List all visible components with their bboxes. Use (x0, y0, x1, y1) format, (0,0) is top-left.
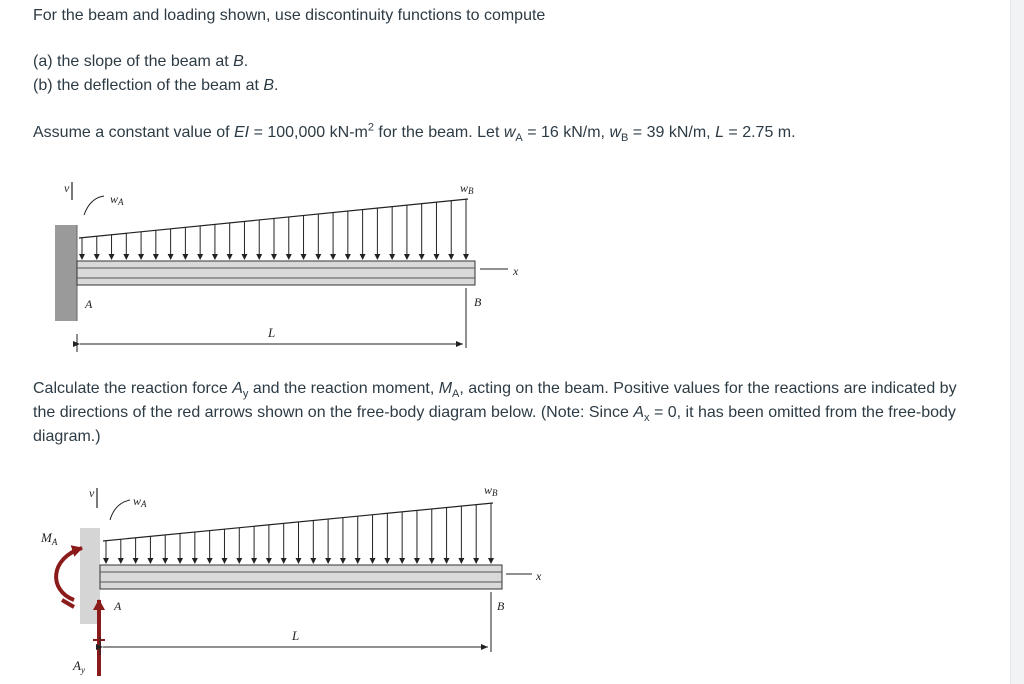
load-arrow-head (301, 254, 307, 260)
load-arrow-head (207, 558, 213, 564)
load-arrow-head (433, 254, 439, 260)
load-arrow-head (212, 254, 218, 260)
load-arrow-head (296, 558, 302, 564)
point-b-label: B (474, 295, 482, 309)
fbd-Ay-label: $A_y$ (73, 658, 85, 675)
beam (77, 261, 475, 285)
part-b: (b) the deflection of the beam at B. (33, 77, 279, 94)
distributed-load-arrows (79, 200, 469, 261)
load-arrow-head (488, 558, 494, 564)
load-arrow-head (94, 254, 100, 260)
load-arrow-head (281, 558, 287, 564)
load-arrow-head (330, 254, 336, 260)
load-arrow-head (473, 558, 479, 564)
load-arrow-head (419, 254, 425, 260)
load-arrow-head (404, 254, 410, 260)
load-arrow-head (374, 254, 380, 260)
load-arrow-head (414, 558, 420, 564)
load-arrow-head (444, 558, 450, 564)
fbd-x-axis-label: x (536, 569, 542, 583)
load-arrow-head (360, 254, 366, 260)
load-arrow-head (370, 558, 376, 564)
load-arrow-head (325, 558, 331, 564)
x-axis-label: x (513, 264, 519, 278)
fbd-v-axis-label: v (89, 486, 95, 500)
load-arrow-head (271, 254, 277, 260)
load-arrow-head (429, 558, 435, 564)
load-arrow-head (355, 558, 361, 564)
load-arrow-head (340, 558, 346, 564)
load-arrow-head (197, 254, 203, 260)
load-arrow-head (458, 558, 464, 564)
fbd-point-b-label: B (497, 599, 505, 613)
load-arrow-head (463, 254, 469, 260)
load-arrow-head (118, 558, 124, 564)
fbd-distributed-load-arrows (103, 504, 494, 565)
load-arrow-head (123, 254, 129, 260)
fbd-wA-label: wA (133, 494, 147, 509)
load-arrow-head (310, 558, 316, 564)
load-arrow-head (103, 558, 109, 564)
load-arrow-head (315, 254, 321, 260)
right-scroll-gutter (1010, 0, 1024, 684)
fbd-beam (100, 565, 502, 589)
load-arrow-head (168, 254, 174, 260)
fbd-MA-label: $M_A$ (41, 530, 58, 547)
load-arrow-head (266, 558, 272, 564)
load-arrow-head (109, 254, 115, 260)
load-arrow-head (448, 254, 454, 260)
assumptions: Assume a constant value of EI = 100,000 $kN-m^2$ for the beam. Let $w_A = 16$ kN/m, $w_B = 39$ kN/m, L = 2.75 m. (33, 121, 796, 145)
load-arrow-head (286, 254, 292, 260)
load-arrow-head (345, 254, 351, 260)
load-arrow-head (162, 558, 168, 564)
load-arrow-head (182, 254, 188, 260)
load-arrow-head (221, 558, 227, 564)
fixed-wall-support (55, 225, 77, 321)
reaction-moment-arrow (56, 548, 82, 600)
load-arrow-head (256, 254, 262, 260)
load-arrow-head (153, 254, 159, 260)
wB-label: wB (460, 181, 474, 196)
wA-label: wA (110, 192, 124, 207)
load-arrow-head (384, 558, 390, 564)
beam-figure-1 (0, 175, 560, 365)
load-arrow-head (236, 558, 242, 564)
load-arrow-head (79, 254, 85, 260)
load-arrow-head (241, 254, 247, 260)
load-arrow-head (138, 254, 144, 260)
point-a-label: A (85, 297, 93, 311)
load-arrow-head (389, 254, 395, 260)
load-arrow-head (399, 558, 405, 564)
load-arrow-head (251, 558, 257, 564)
fbd-wA-leader (110, 500, 130, 520)
problem-intro: For the beam and loading shown, use discontinuity functions to compute (33, 7, 546, 24)
v-axis-label: v (64, 181, 70, 195)
load-arrow-head (177, 558, 183, 564)
fbd-wB-label: wB (484, 483, 498, 498)
wA-leader (84, 196, 104, 215)
part-a: (a) the slope of the beam at B. (33, 53, 249, 70)
load-arrow-head (192, 558, 198, 564)
length-label: L (268, 325, 276, 340)
free-body-diagram (0, 479, 580, 684)
reaction-instructions: Calculate the reaction force $A_y$ and the reaction moment, $M_A$, acting on the beam. Positive values for the reactions are indicated by the directions of the red arrows shown on the free-body diagram below. (Note: Since $A_x = 0$, it has been omitted from the free-body diagram.) (33, 380, 957, 445)
load-arrow-head (147, 558, 153, 564)
load-arrow-head (133, 558, 139, 564)
fbd-point-a-label: A (114, 599, 122, 613)
load-arrow-head (227, 254, 233, 260)
fbd-length-label: L (292, 628, 300, 643)
